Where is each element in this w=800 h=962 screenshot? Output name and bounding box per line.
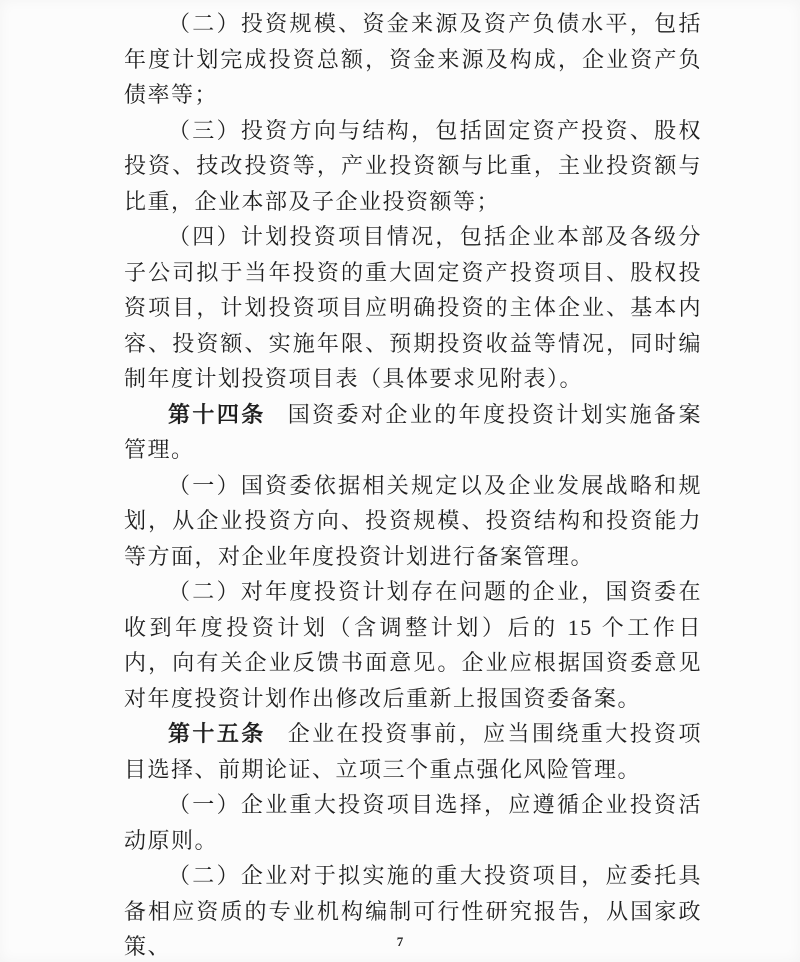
paragraph-item-2 <box>124 6 702 113</box>
paragraph-item-15-1 <box>124 787 702 858</box>
paragraph-item-14-1 <box>124 468 702 575</box>
paragraph-item-3 <box>124 113 702 220</box>
document-body <box>124 6 702 962</box>
article-14-heading: 第十四条 <box>168 401 266 427</box>
paragraph-text: （二）对年度投资计划存在问题的企业，国资委在收到年度投资计划（含调整计划）后的 15 个工作日内，向有关企业反馈书面意见。企业应根据国资委意见对年度投资计划作出修改后重新上报国资委备案。 <box>124 579 702 711</box>
paragraph-text: （三）投资方向与结构，包括固定资产投资、股权投资、技改投资等，产业投资额与比重，主业投资额与比重，企业本部及子企业投资额等； <box>124 117 702 214</box>
paragraph-text: （一）企业重大投资项目选择，应遵循企业投资活动原则。 <box>124 792 702 853</box>
paragraph-item-14-2 <box>124 574 702 716</box>
paragraph-text: 国资委对企业的年度投资计划实施备案管理。 <box>124 401 702 462</box>
article-15-heading: 第十五条 <box>168 721 266 746</box>
paragraph-article-15 <box>124 716 702 787</box>
paragraph-text: （二）投资规模、资金来源及资产负债水平，包括年度计划完成投资总额，资金来源及构成，企业资产负债率等； <box>124 11 702 107</box>
page-number: 7 <box>396 934 404 949</box>
paragraph-text: （四）计划投资项目情况，包括企业本部及各级分子公司拟于当年投资的重大固定资产投资项目、股权投资项目，计划投资项目应明确投资的主体企业、基本内容、投资额、实施年限、预期投资收益等情况，同时编制年度计划投资项目表（具体要求见附表）。 <box>124 224 702 391</box>
paragraph-text: 企业在投资事前，应当围绕重大投资项目选择、前期论证、立项三个重点强化风险管理。 <box>124 721 702 782</box>
paragraph-text: （二）企业对于拟实施的重大投资项目，应委托具备相应资质的专业机构编制可行性研究报告，从国家政策、 <box>124 863 702 959</box>
paragraph-article-14 <box>124 397 702 468</box>
paragraph-item-4 <box>124 219 702 397</box>
paragraph-text: （一）国资委依据相关规定以及企业发展战略和规划，从企业投资方向、投资规模、投资结构和投资能力等方面，对企业年度投资计划进行备案管理。 <box>124 472 702 569</box>
